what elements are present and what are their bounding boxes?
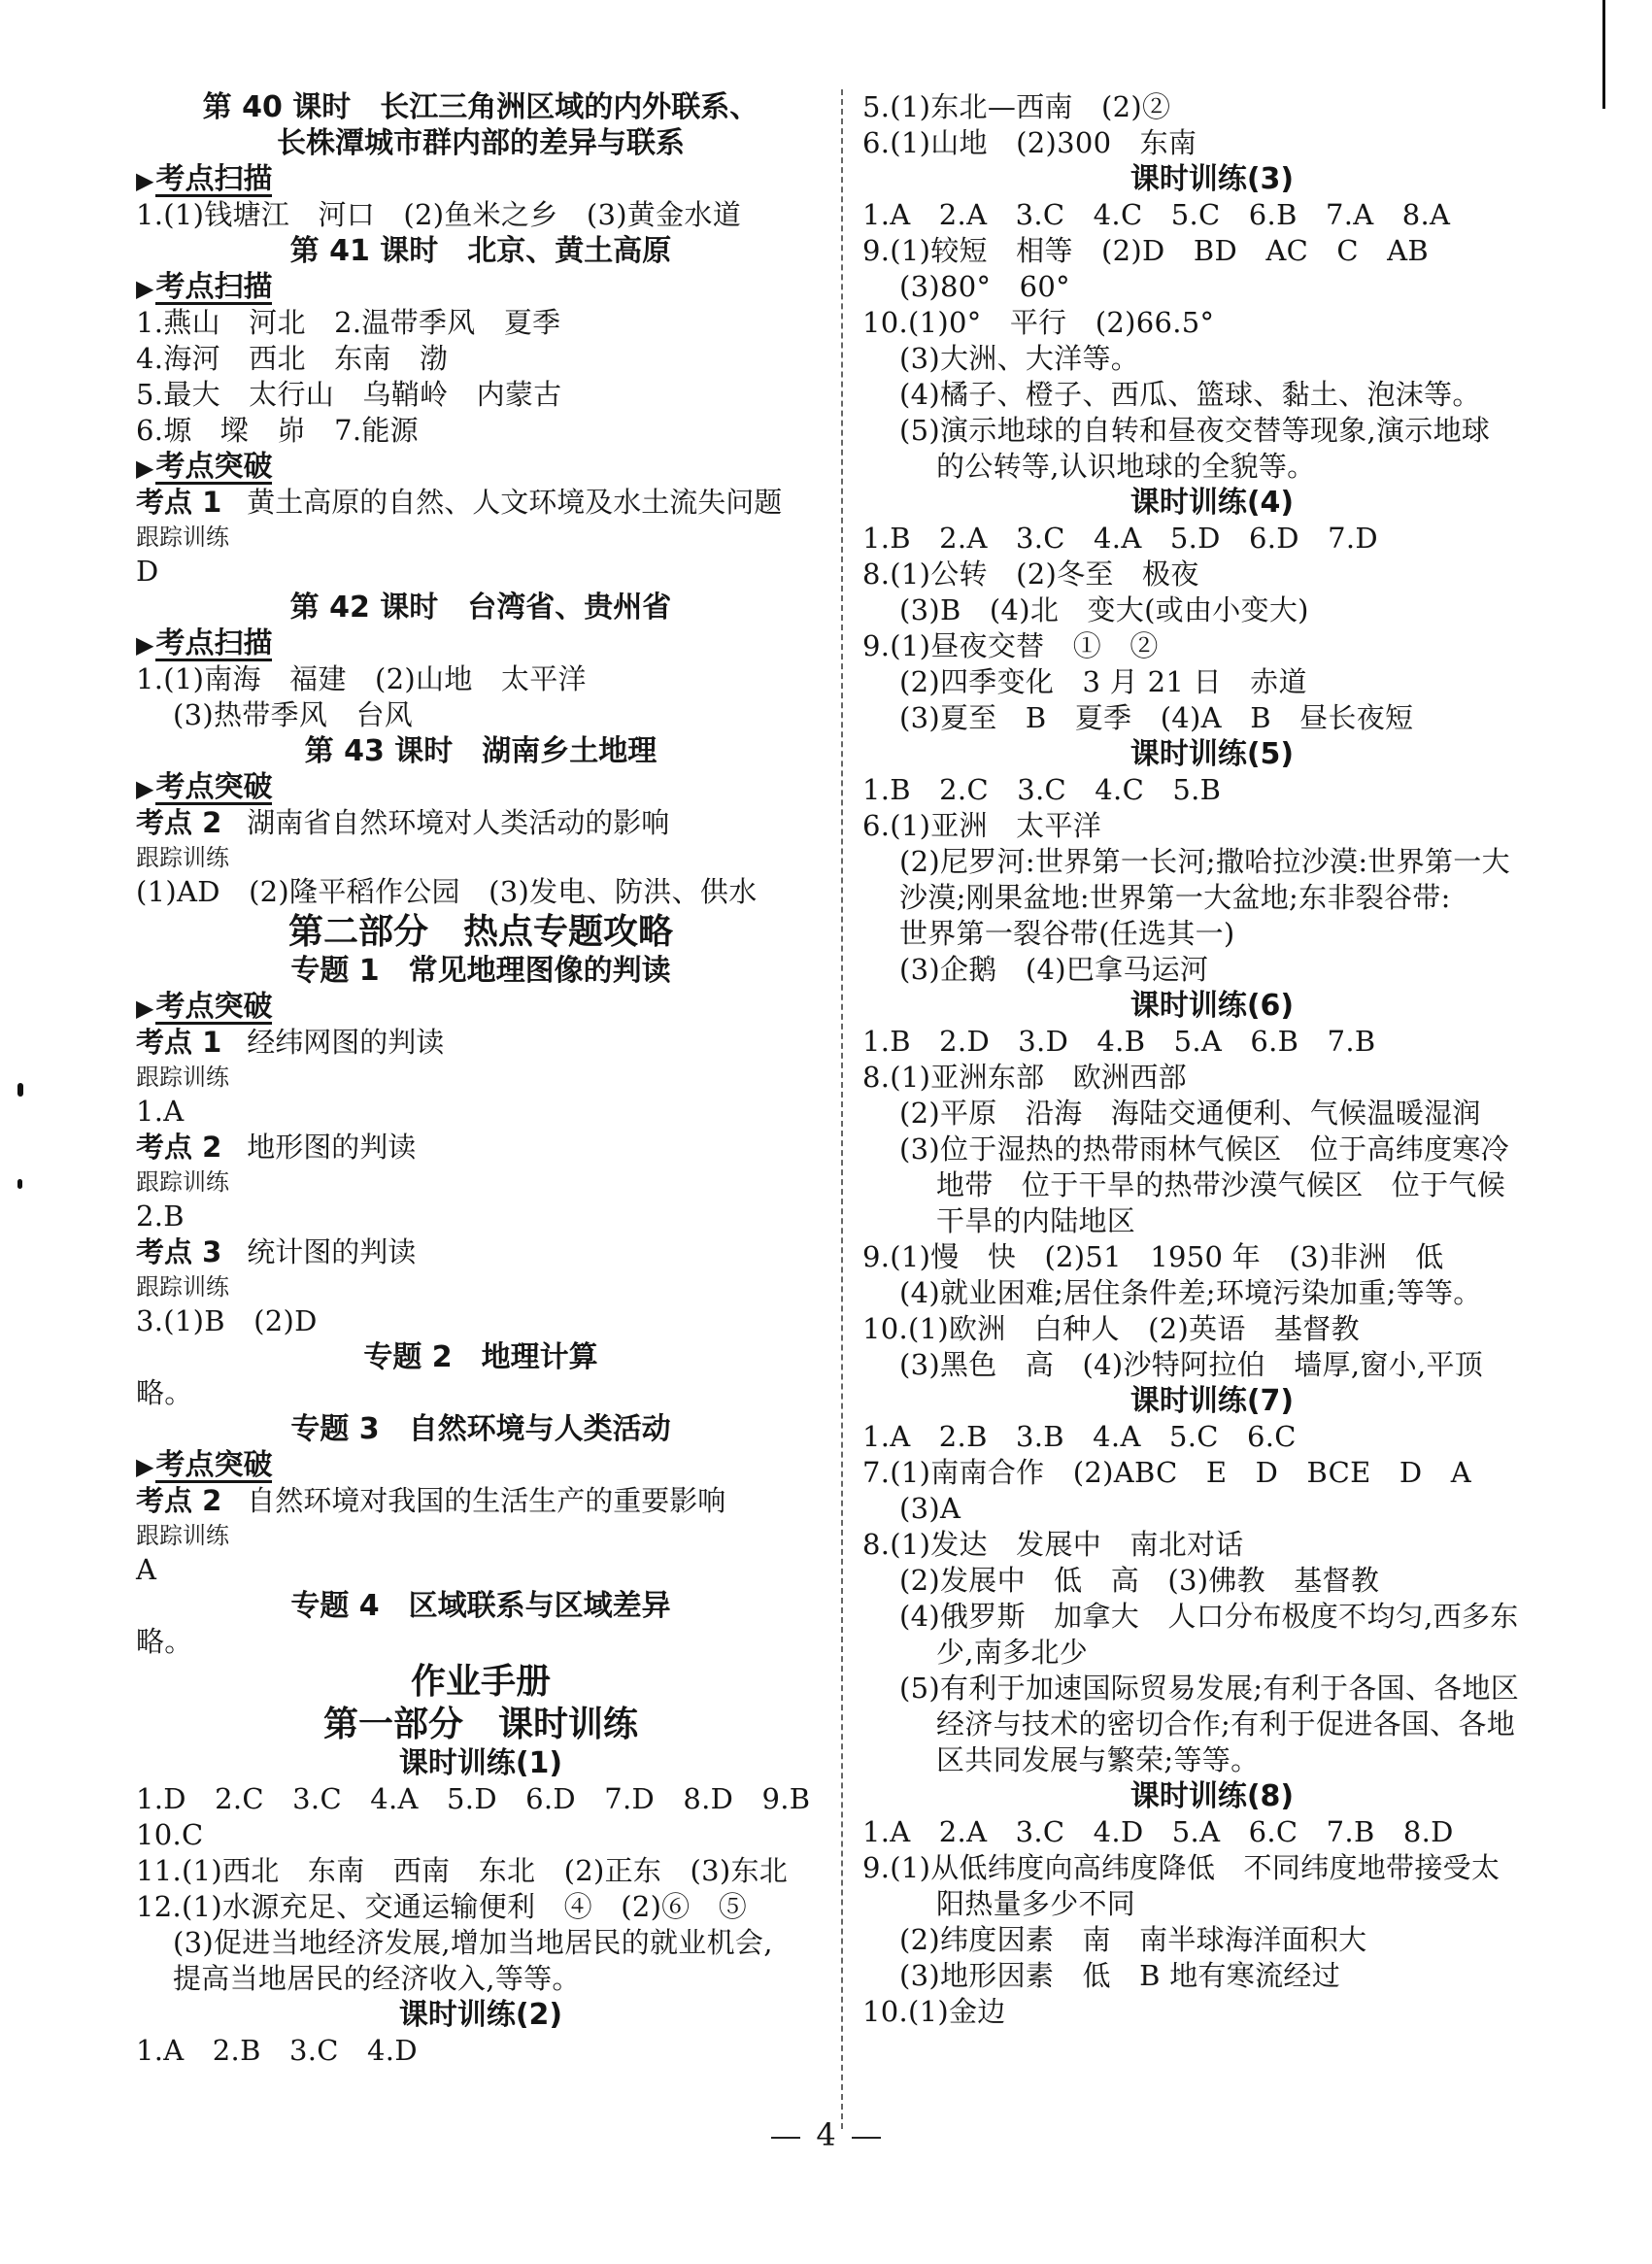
answer-line: 区共同发展与繁荣;等等。 (936, 1743, 1260, 1776)
answer-line: 10.C (136, 1818, 204, 1851)
answer-line: 12.(1)水源充足、交通运输便利 ④ (2)⑥ ⑤ (136, 1890, 748, 1923)
answer-line: 少,南多北少 (936, 1636, 1089, 1669)
answer-line: (3)促进当地经济发展,增加当地居民的就业机会, (173, 1926, 773, 1959)
training-title: 课时训练(1) (398, 1746, 563, 1780)
left-column (136, 89, 826, 2069)
answer-line: 9.(1)较短 相等 (2)D BD AC C AB (862, 234, 1430, 267)
training-title: 课时训练(2) (398, 1998, 563, 2032)
topic-title: 专题 2 地理计算 (363, 1340, 598, 1374)
answer-line: 5.(1)东北—西南 (2)② (862, 90, 1171, 123)
answer-line: 世界第一裂谷带(任选其一) (899, 917, 1235, 950)
key-point: 考点 2 自然环境对我国的生活生产的重要影响 (136, 1484, 726, 1517)
training-title: 课时训练(8) (1129, 1779, 1295, 1813)
answer-line: 10.(1)金边 (862, 1995, 1006, 2028)
practice-label: 跟踪训练 (136, 1168, 229, 1196)
page-number: 4 (0, 2115, 1652, 2154)
answer-line: 1.B 2.A 3.C 4.A 5.D 6.D 7.D (862, 522, 1378, 555)
practice-label: 跟踪训练 (136, 1522, 229, 1549)
topic-title: 专题 4 区域联系与区域差异 (290, 1589, 671, 1623)
training-title: 课时训练(6) (1129, 989, 1295, 1023)
answer-line: (3)地形因素 低 B 地有寒流经过 (899, 1959, 1341, 1992)
triangle-icon: ▶ (136, 455, 154, 482)
answer-line: (3)夏至 B 夏季 (4)A B 昼长夜短 (899, 701, 1414, 734)
key-point: 考点 1 黄土高原的自然、人文环境及水土流失问题 (136, 486, 783, 519)
answer-line: (1)AD (2)隆平稻作公园 (3)发电、防洪、供水 (136, 875, 758, 908)
training-title: 课时训练(3) (1129, 162, 1295, 196)
triangle-icon: ▶ (136, 275, 154, 302)
section-heading: ▶考点突破 (136, 769, 826, 805)
triangle-icon: ▶ (136, 775, 154, 802)
lesson-title: 第 40 课时 长江三角洲区域的内外联系、 (202, 90, 759, 124)
practice-label: 跟踪训练 (136, 1273, 229, 1301)
answer-line: (5)演示地球的自转和昼夜交替等现象,演示地球 (899, 414, 1491, 447)
lesson-title: 第 43 课时 湖南乡土地理 (304, 734, 657, 768)
key-point: 考点 3 统计图的判读 (136, 1235, 417, 1268)
answer-line: 8.(1)发达 发展中 南北对话 (862, 1528, 1244, 1561)
training-title: 课时训练(4) (1129, 486, 1295, 520)
answer-line: 1.A (136, 1095, 185, 1128)
answer-line: 5.最大 太行山 乌鞘岭 内蒙古 (136, 378, 562, 411)
answer-line: (3)大洲、大洋等。 (899, 342, 1140, 375)
answer-line: 9.(1)慢 快 (2)51 1950 年 (3)非洲 低 (862, 1240, 1444, 1273)
practice-label: 跟踪训练 (136, 1064, 229, 1091)
answer-line: 略。 (136, 1376, 193, 1409)
answer-line: 1.燕山 河北 2.温带季风 夏季 (136, 306, 561, 339)
key-point: 考点 2 湖南省自然环境对人类活动的影响 (136, 806, 670, 839)
answer-line: 1.B 2.C 3.C 4.C 5.B (862, 773, 1222, 806)
answer-line: 2.B (136, 1200, 185, 1233)
topic-title: 专题 1 常见地理图像的判读 (290, 954, 671, 988)
part-title: 第二部分 热点专题攻略 (287, 911, 673, 952)
answer-line: (3)企鹅 (4)巴拿马运河 (899, 953, 1209, 986)
answer-line: 沙漠;刚果盆地:世界第一大盆地;东非裂谷带: (899, 881, 1451, 914)
section-heading: ▶考点突破 (136, 1447, 826, 1483)
answer-line: A (136, 1553, 157, 1586)
right-column (862, 89, 1562, 2030)
answer-line: 8.(1)亚洲东部 欧洲西部 (862, 1061, 1187, 1094)
answer-line: (2)平原 沿海 海陆交通便利、气候温暖湿润 (899, 1097, 1481, 1130)
training-title: 课时训练(5) (1129, 737, 1295, 771)
practice-label: 跟踪训练 (136, 844, 229, 871)
section-heading: ▶考点扫描 (136, 161, 826, 197)
part-title: 第一部分 课时训练 (322, 1704, 638, 1744)
triangle-icon: ▶ (136, 631, 154, 659)
answer-line: D (136, 555, 159, 588)
answer-line: 1.A 2.B 3.C 4.D (136, 2034, 418, 2067)
answer-line: 经济与技术的密切合作;有利于促进各国、各地 (936, 1707, 1516, 1740)
answer-line: (2)四季变化 3 月 21 日 赤道 (899, 665, 1307, 698)
column-divider (841, 89, 843, 2129)
training-title: 课时训练(7) (1129, 1384, 1295, 1418)
answer-line: 10.(1)欧洲 白种人 (2)英语 基督教 (862, 1312, 1360, 1345)
answer-line: 1.D 2.C 3.C 4.A 5.D 6.D 7.D 8.D 9.B (136, 1782, 811, 1815)
topic-title: 专题 3 自然环境与人类活动 (290, 1412, 671, 1446)
answer-line: (2)发展中 低 高 (3)佛教 基督教 (899, 1564, 1380, 1597)
answer-line: (4)俄罗斯 加拿大 人口分布极度不均匀,西多东 (899, 1600, 1519, 1633)
answer-line: (3)位于湿热的热带雨林气候区 位于高纬度寒冷 (899, 1132, 1509, 1166)
dash-right (852, 2137, 881, 2139)
triangle-icon: ▶ (136, 167, 154, 194)
answer-line: 11.(1)西北 东南 西南 东北 (2)正东 (3)东北 (136, 1854, 789, 1887)
answer-line: 1.A 2.A 3.C 4.D 5.A 6.C 7.B 8.D (862, 1815, 1454, 1848)
answer-line: 1.(1)钱塘江 河口 (2)鱼米之乡 (3)黄金水道 (136, 198, 742, 231)
answer-line: 8.(1)公转 (2)冬至 极夜 (862, 558, 1199, 591)
answer-line: 阳热量多少不同 (936, 1887, 1136, 1920)
triangle-icon: ▶ (136, 995, 154, 1022)
answer-line: 干旱的内陆地区 (936, 1204, 1136, 1237)
answer-line: (5)有利于加速国际贸易发展;有利于各国、各地区 (899, 1672, 1520, 1705)
answer-line: 6.(1)山地 (2)300 东南 (862, 126, 1197, 159)
section-heading: ▶考点突破 (136, 989, 826, 1025)
answer-line: 1.(1)南海 福建 (2)山地 太平洋 (136, 662, 587, 695)
answer-line: (3)80° 60° (899, 270, 1070, 303)
answer-line: 1.A 2.A 3.C 4.C 5.C 6.B 7.A 8.A (862, 198, 1451, 231)
section-heading: ▶考点扫描 (136, 269, 826, 305)
key-point: 考点 2 地形图的判读 (136, 1131, 417, 1164)
answer-line: (4)橘子、橙子、西瓜、篮球、黏土、泡沫等。 (899, 378, 1481, 411)
answer-line: (3)B (4)北 变大(或由小变大) (899, 593, 1309, 626)
top-right-rule (1602, 0, 1605, 109)
answer-line: 的公转等,认识地球的全貌等。 (936, 450, 1316, 483)
margin-mark (17, 1179, 22, 1189)
lesson-title: 第 41 课时 北京、黄土高原 (289, 234, 672, 268)
answer-line: 10.(1)0° 平行 (2)66.5° (862, 306, 1215, 339)
answer-line: 6.(1)亚洲 太平洋 (862, 809, 1102, 842)
answer-line: 提高当地居民的经济收入,等等。 (173, 1962, 581, 1995)
answer-line: 1.A 2.B 3.B 4.A 5.C 6.C (862, 1420, 1297, 1453)
practice-label: 跟踪训练 (136, 524, 229, 551)
answer-line: (3)黑色 高 (4)沙特阿拉伯 墙厚,窗小,平顶 (899, 1348, 1484, 1381)
section-heading: ▶考点突破 (136, 449, 826, 485)
answer-line: 地带 位于干旱的热带沙漠气候区 位于气候 (936, 1168, 1506, 1201)
answer-line: 7.(1)南南合作 (2)ABC E D BCE D A (862, 1456, 1472, 1489)
section-heading: ▶考点扫描 (136, 625, 826, 661)
margin-mark (17, 1083, 23, 1097)
answer-line: 3.(1)B (2)D (136, 1304, 318, 1337)
lesson-title: 长株潭城市群内部的差异与联系 (277, 126, 685, 160)
triangle-icon: ▶ (136, 1453, 154, 1480)
answer-line: 4.海河 西北 东南 渤 (136, 342, 449, 375)
workbook-title: 作业手册 (410, 1661, 551, 1702)
lesson-title: 第 42 课时 台湾省、贵州省 (289, 591, 672, 625)
answer-line: (2)纬度因素 南 南半球海洋面积大 (899, 1923, 1367, 1956)
answer-line: 略。 (136, 1625, 193, 1658)
answer-line: 1.B 2.D 3.D 4.B 5.A 6.B 7.B (862, 1025, 1376, 1058)
answer-line: (3)A (899, 1492, 961, 1525)
key-point: 考点 1 经纬网图的判读 (136, 1026, 445, 1059)
answer-line: 9.(1)从低纬度向高纬度降低 不同纬度地带接受太 (862, 1851, 1500, 1884)
answer-line: (2)尼罗河:世界第一长河;撒哈拉沙漠:世界第一大 (899, 845, 1510, 878)
answer-line: 6.塬 墚 峁 7.能源 (136, 414, 419, 447)
answer-line: (3)热带季风 台风 (173, 698, 414, 731)
dash-left (771, 2137, 800, 2139)
answer-line: 9.(1)昼夜交替 ① ② (862, 629, 1159, 662)
answer-line: (4)就业困难;居住条件差;环境污染加重;等等。 (899, 1276, 1482, 1309)
